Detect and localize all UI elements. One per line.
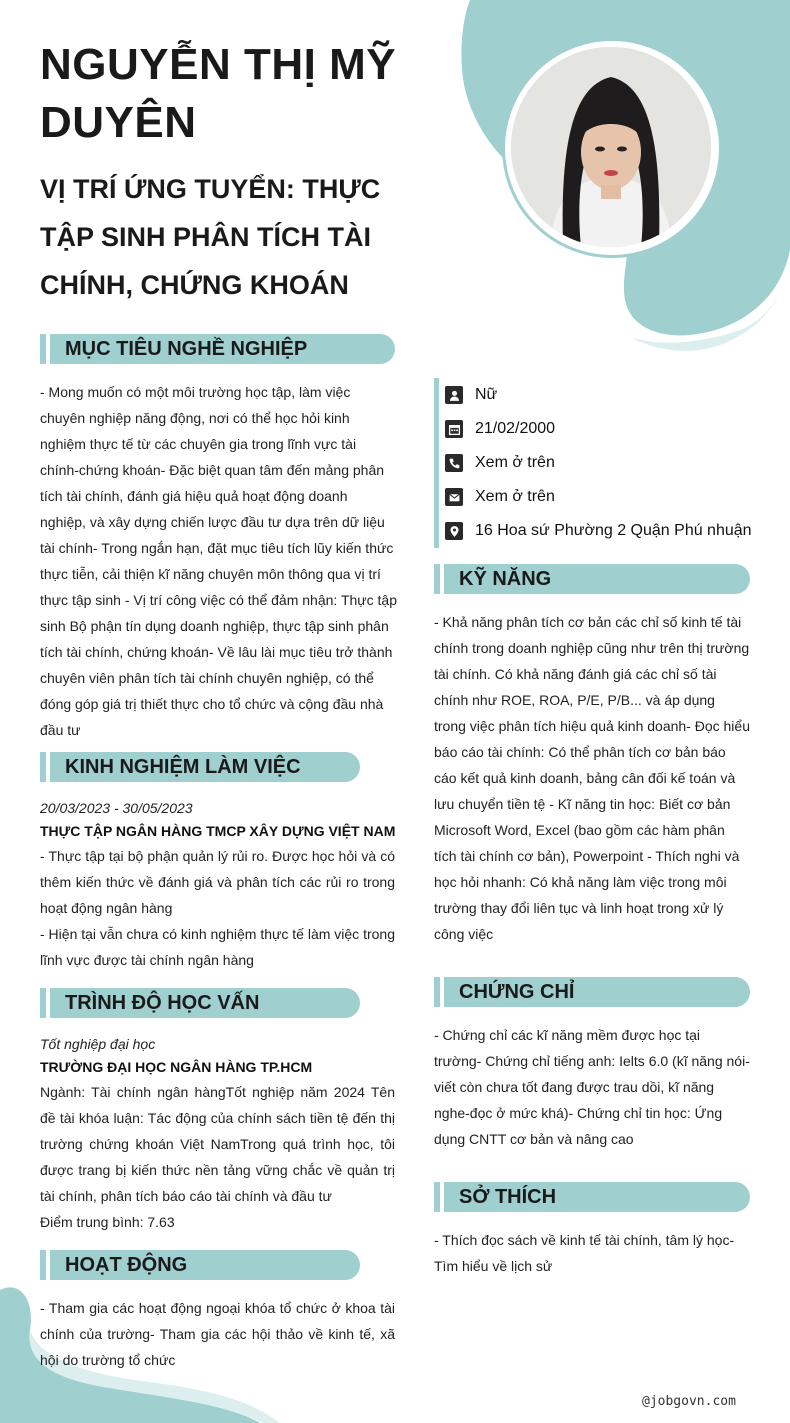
section-title: TRÌNH ĐỘ HỌC VẤN bbox=[50, 988, 360, 1018]
dob-value: 21/02/2000 bbox=[475, 420, 556, 437]
mail-icon bbox=[445, 488, 463, 506]
section-header-activities bbox=[40, 1250, 360, 1280]
section-title: MỤC TIÊU NGHỀ NGHIỆP bbox=[50, 334, 395, 364]
location-icon bbox=[445, 522, 463, 540]
user-icon bbox=[445, 386, 463, 404]
section-title: CHỨNG CHỈ bbox=[444, 977, 750, 1007]
education-text: Ngành: Tài chính ngân hàngTốt nghiệp năm 2024 Tên đề tài khóa luận: Tác động của chính sách tiền tệ đến thị trường chứng khoán Việt NamTrong quá trình học, tôi được trang bị kiến thức nền tảng vững chắc về quản trị tài chính, phân tích báo cáo tài chính và đầu tư bbox=[40, 1084, 395, 1204]
section-title: KINH NGHIỆM LÀM VIỆC bbox=[50, 752, 360, 782]
phone-value: Xem ở trên bbox=[475, 454, 555, 471]
contact-email bbox=[445, 480, 775, 514]
candidate-name: NGUYỄN THỊ MỸ DUYÊN bbox=[40, 40, 397, 147]
section-header-education bbox=[40, 988, 360, 1018]
gender-value: Nữ bbox=[475, 386, 498, 403]
position-title: VỊ TRÍ ỨNG TUYỂN: THỰC TẬP SINH PHÂN TÍCH TÀI CHÍNH, CHỨNG KHOÁN bbox=[40, 174, 381, 300]
section-title: SỞ THÍCH bbox=[444, 1182, 750, 1212]
section-header-certificates bbox=[434, 977, 750, 1007]
certificates-text: - Chứng chỉ các kĩ năng mềm được học tại trường- Chứng chỉ tiếng anh: Ielts 6.0 (kĩ năng nói-viết còn chưa tốt đang được trau dồi, kĩ năng nghe-đọc ở mức khá)- Chứng chỉ tin học: Ứng dụng CNTT cơ bản và nâng cao bbox=[434, 1027, 750, 1147]
contact-address bbox=[445, 514, 775, 548]
hobbies-text: - Thích đọc sách về kinh tế tài chính, tâm lý học- Tìm hiểu về lịch sử bbox=[434, 1232, 735, 1274]
education-gpa: Điểm trung bình: 7.63 bbox=[40, 1214, 175, 1230]
contact-dob bbox=[445, 412, 775, 446]
phone-icon bbox=[445, 454, 463, 472]
footer-watermark: @jobgovn.com bbox=[642, 1394, 736, 1409]
email-value: Xem ở trên bbox=[475, 488, 555, 505]
section-title: KỸ NĂNG bbox=[444, 564, 750, 594]
skills-text: - Khả năng phân tích cơ bản các chỉ số kinh tế tài chính trong doanh nghiệp cũng như trên thị trường tài chính. Có khả năng đánh giá các chỉ số tài chính như ROE, ROA, P/E, P/B... và áp dụng trong việc phân tích hiệu quả kinh doanh- Đọc hiểu báo cáo tài chính: Có thể phân tích cơ bản báo cáo kết quả kinh doanh, bảng cân đối kế toán và lưu chuyển tiền tệ - Kĩ năng tin học: Biết cơ bản Microsoft Word, Excel (bao gồm các hàm phân tích tài chính cơ bản), Powerpoint - Thích nghi và học hỏi nhanh: Có khả năng làm việc trong môi trường thay đổi liên tục và linh hoạt trong xử lý công việc bbox=[434, 614, 750, 942]
experience-item: - Hiện tại vẫn chưa có kinh nghiệm thực tế làm việc trong lĩnh vực được tài chính ngân hàng bbox=[40, 926, 395, 968]
contact-phone bbox=[445, 446, 775, 480]
section-header-experience bbox=[40, 752, 360, 782]
address-value: 16 Hoa sứ Phường 2 Quận Phú nhuận bbox=[475, 522, 752, 539]
calendar-icon bbox=[445, 420, 463, 438]
contact-info bbox=[434, 378, 775, 548]
section-header-objective bbox=[40, 334, 395, 364]
section-header-hobbies bbox=[434, 1182, 750, 1212]
contact-gender bbox=[445, 378, 775, 412]
experience-item: - Thực tập tại bộ phận quản lý rủi ro. Được học hỏi và có thêm kiến thức về đánh giá và phân tích các rủi ro trong hoạt động ngân hàng bbox=[40, 848, 395, 916]
section-header-skills bbox=[434, 564, 750, 594]
objective-text: - Mong muốn có một môi trường học tập, làm việc chuyên nghiệp năng động, nơi có thể học hỏi kinh nghiệm thực tế từ các chuyên gia trong lĩnh vực tài chính-chứng khoán- Đặc biệt quan tâm đến mảng phân tích tài chính, đánh giá hiệu quả hoạt động doanh nghiệp, và xây dựng chiến lược đầu tư dựa trên dữ liệu tài chính- Trong ngắn hạn, đặt mục tiêu tích lũy kiến thức thực tiễn, cải thiện kĩ năng chuyên môn thông qua vị trí thực tập sinh - Vị trí công việc có thể đảm nhận: Thực tập sinh Bộ phận tín dụng doanh nghiệp, thực tập sinh phân tích tài chính, chứng khoán- Về lâu lài mục tiêu trở thành chuyên viên phân tích tài chính chuyên nghiệp, có thể đóng góp giá trị thiết thực cho tổ chức và cộng đầu nhà đầu tư bbox=[40, 384, 397, 738]
education-school: TRƯỜNG ĐẠI HỌC NGÂN HÀNG TP.HCM bbox=[40, 1059, 313, 1075]
experience-org: THỰC TẬP NGÂN HÀNG TMCP XÂY DỰNG VIỆT NAM bbox=[40, 823, 396, 839]
activities-text: - Tham gia các hoạt động ngoại khóa tổ chức ở khoa tài chính của trường- Tham gia các hội thảo về kinh tế, xã hội do trường tổ chức bbox=[40, 1300, 395, 1368]
avatar bbox=[511, 47, 711, 247]
education-status: Tốt nghiệp đại học bbox=[40, 1036, 156, 1052]
experience-date: 20/03/2023 - 30/05/2023 bbox=[40, 800, 193, 816]
section-title: HOẠT ĐỘNG bbox=[50, 1250, 360, 1280]
